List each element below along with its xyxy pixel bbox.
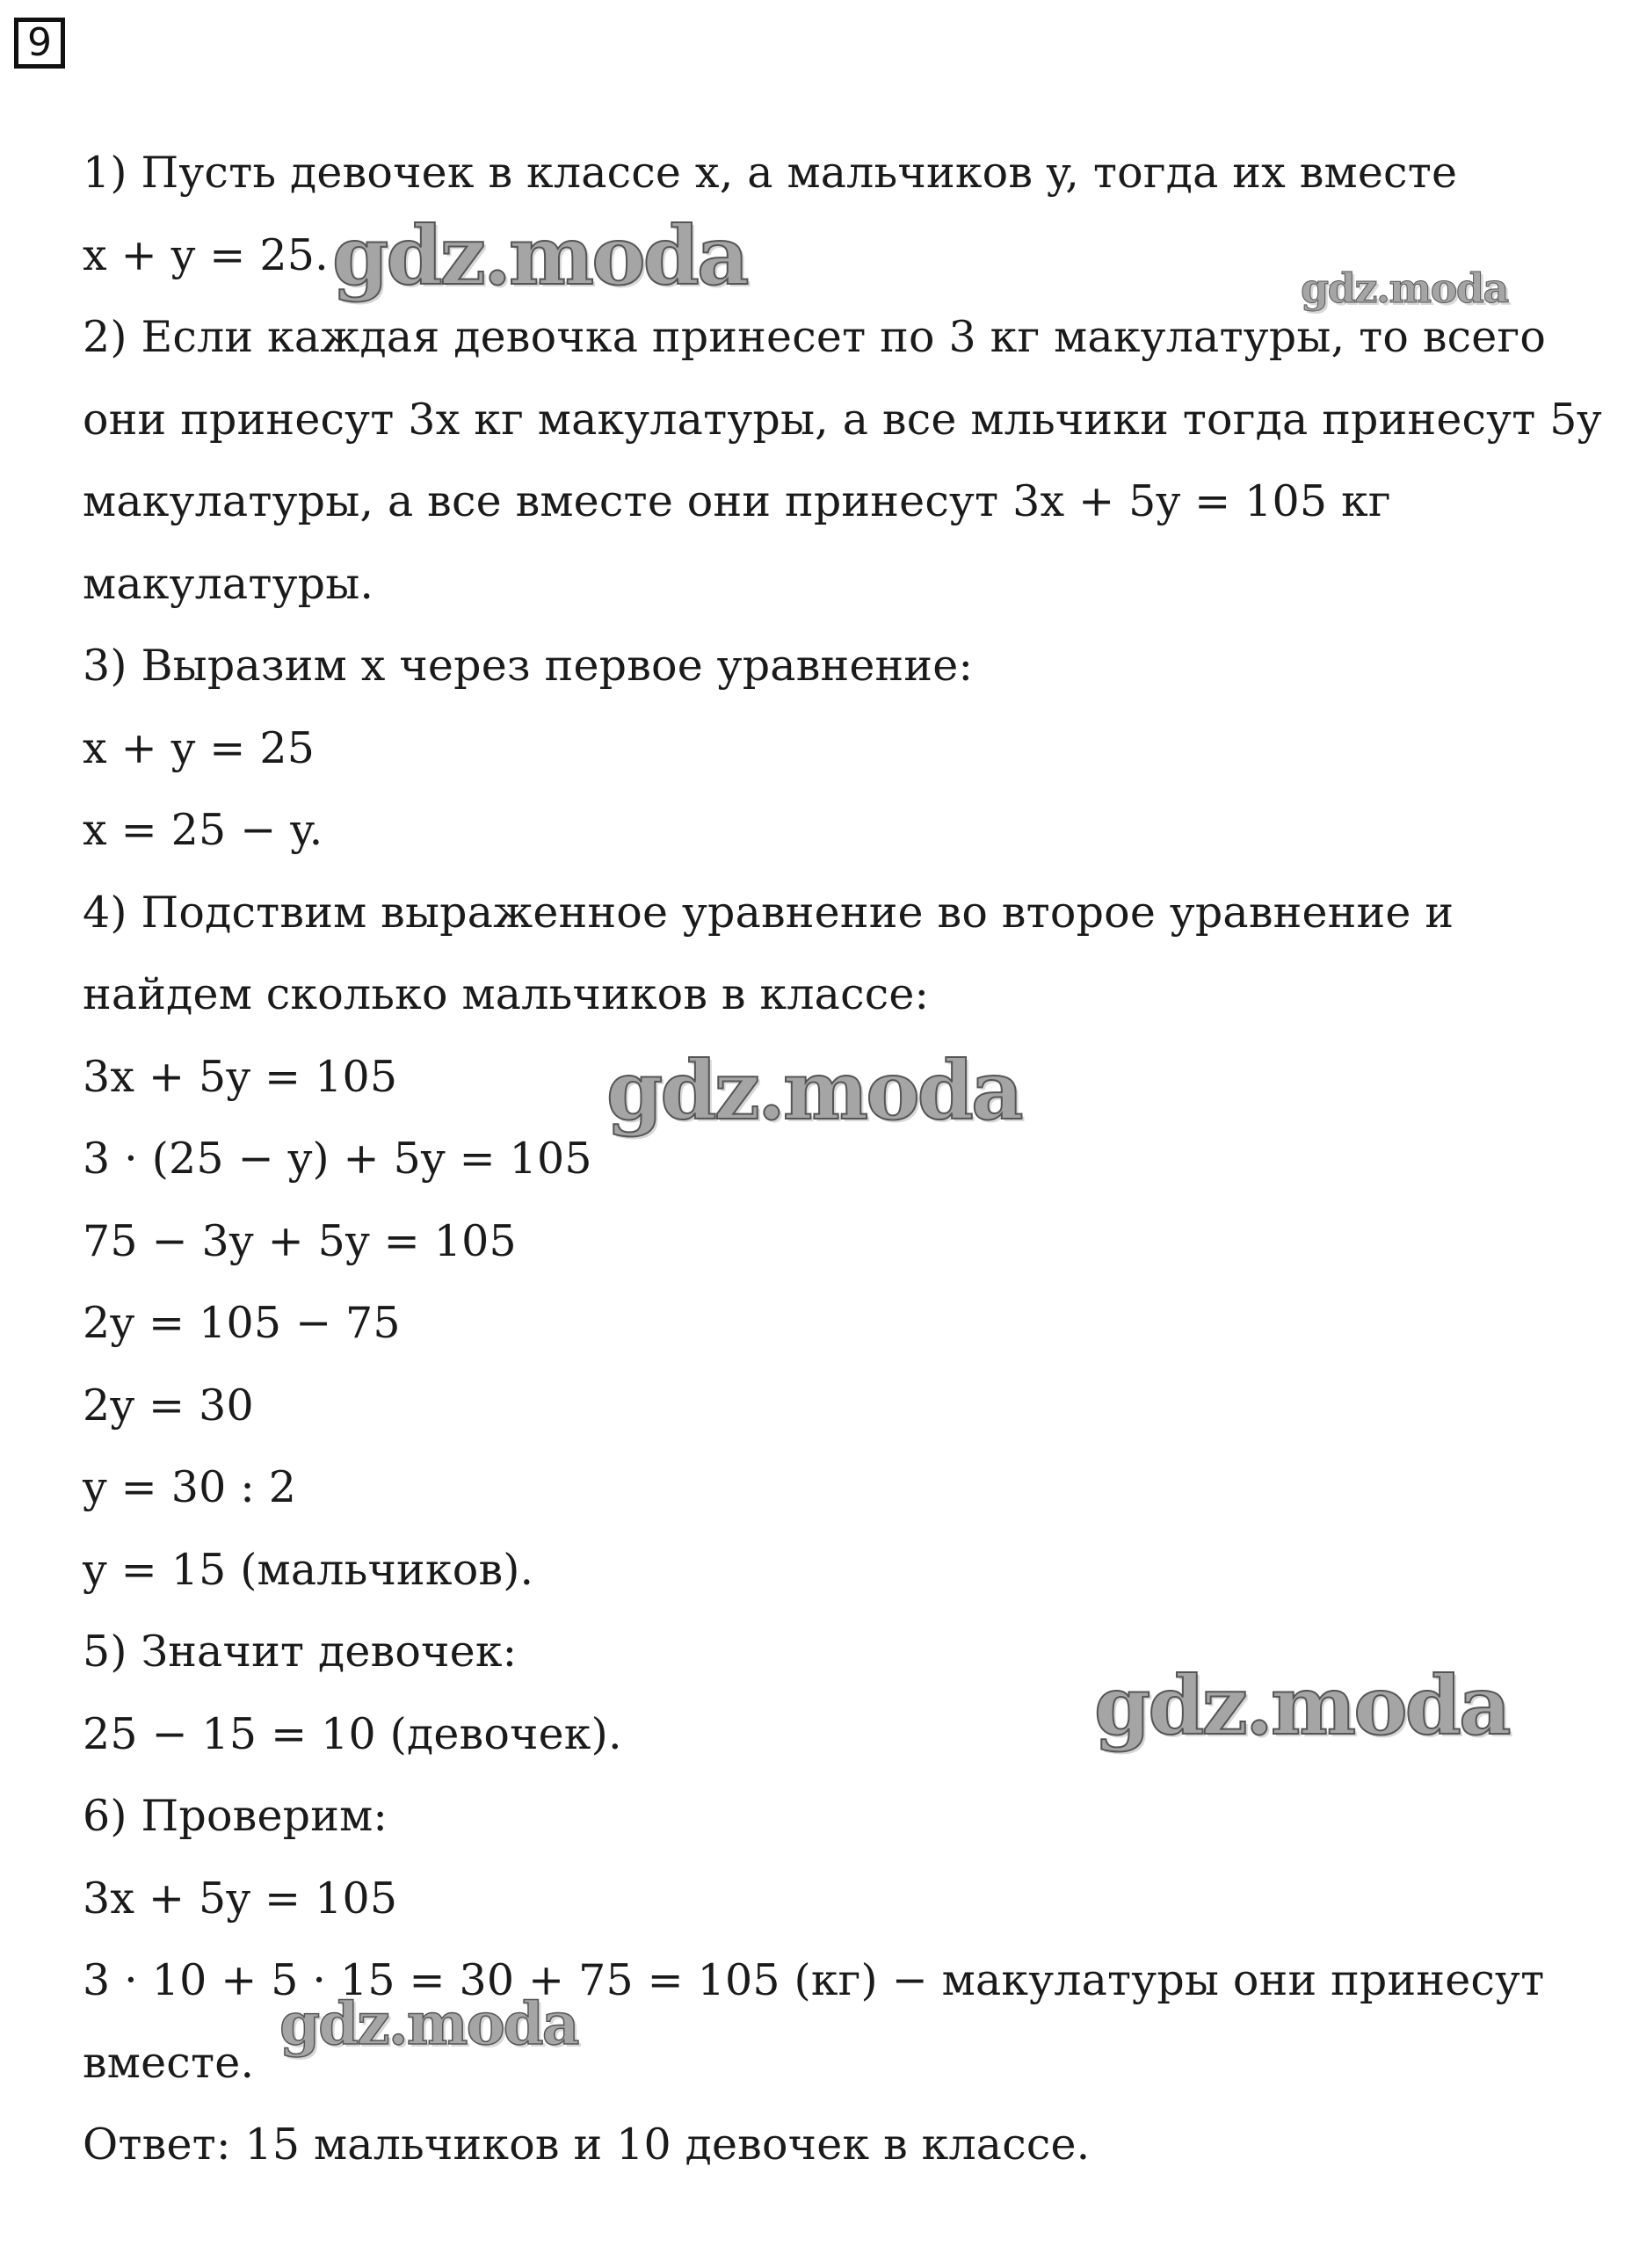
solution-line: 75 − 3y + 5y = 105 xyxy=(83,1215,517,1266)
solution-line: 2y = 30 xyxy=(83,1380,254,1431)
solution-line: 3) Выразим x через первое уравнение: xyxy=(83,641,974,691)
solution-line: 1) Пусть девочек в классе x, а мальчиков y, тогда их вместе xyxy=(83,148,1458,198)
solution-line: x + y = 25 xyxy=(83,722,315,773)
solution-line: 2y = 105 − 75 xyxy=(83,1298,401,1348)
watermark: gdz.moda xyxy=(332,208,747,303)
solution-line: x + y = 25. xyxy=(83,229,329,280)
solution-line: 2) Если каждая девочка принесет по 3 кг макулатуры, то всего xyxy=(83,312,1547,362)
task-number: 9 xyxy=(27,20,52,65)
solution-line: найдем сколько мальчиков в классе: xyxy=(83,969,930,1019)
solution-line: 3 · 10 + 5 · 15 = 30 + 75 = 105 (кг) − макулатуры они принесут xyxy=(83,1955,1545,2005)
solution-line: они принесут 3x кг макулатуры, а все мльчики тогда принесут 5y xyxy=(83,394,1602,445)
solution-line: y = 15 (мальчиков). xyxy=(83,1544,534,1595)
watermark: gdz.moda xyxy=(1301,264,1508,312)
solution-line: 3 · (25 − y) + 5y = 105 xyxy=(83,1134,592,1184)
solution-line: 25 − 15 = 10 (девочек). xyxy=(83,1708,622,1759)
solution-line: x = 25 − y. xyxy=(83,805,323,855)
solution-text xyxy=(83,132,1621,2186)
solution-line: макулатуры, а все вместе они принесут 3x + 5y = 105 кг xyxy=(83,476,1391,526)
solution-line: 3x + 5y = 105 xyxy=(83,1873,398,1924)
solution-line: y = 30 : 2 xyxy=(83,1462,297,1512)
solution-line: Ответ: 15 мальчиков и 10 девочек в классе. xyxy=(83,2119,1091,2170)
watermark: gdz.moda xyxy=(279,1989,578,2058)
watermark: gdz.moda xyxy=(1094,1658,1509,1753)
solution-line: 4) Подствим выраженное уравнение во второе уравнение и xyxy=(83,887,1454,938)
solution-line: 5) Значит девочек: xyxy=(83,1627,518,1677)
solution-line: 3x + 5y = 105 xyxy=(83,1051,398,1102)
solution-line: макулатуры. xyxy=(83,558,374,609)
solution-line: 6) Проверим: xyxy=(83,1791,388,1841)
watermark: gdz.moda xyxy=(606,1043,1021,1138)
solution-line: вместе. xyxy=(83,2037,255,2088)
task-number-box xyxy=(14,18,65,69)
